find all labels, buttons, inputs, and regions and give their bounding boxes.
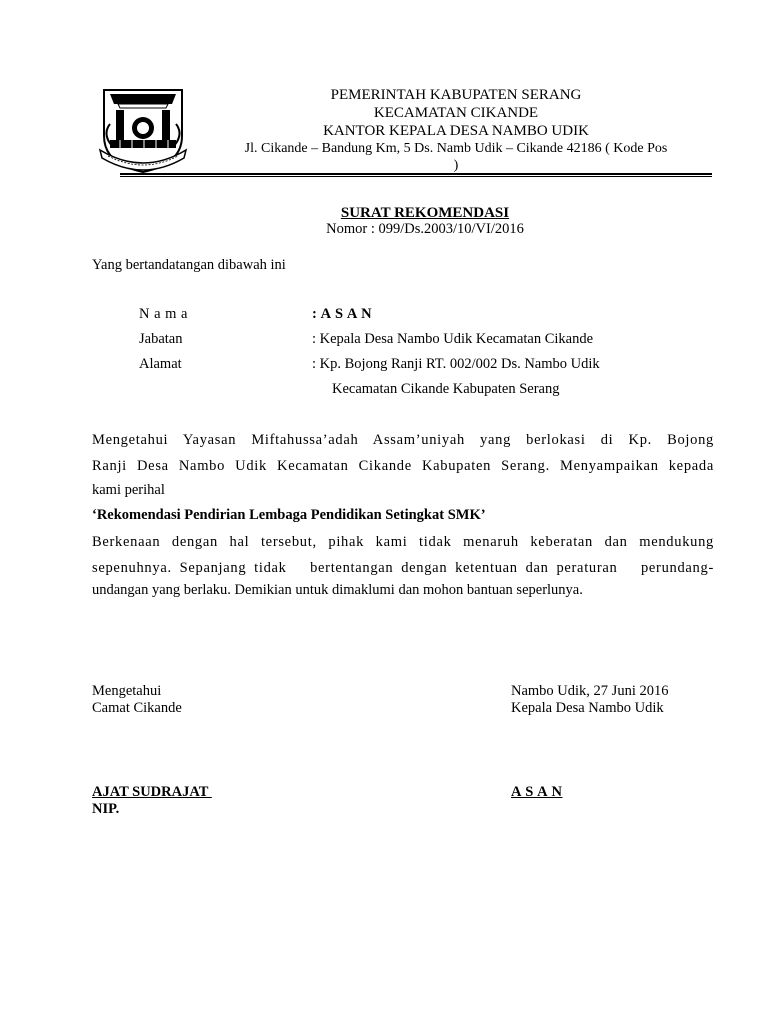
field-value-alamat: : Kp. Bojong Ranji RT. 002/002 Ds. Nambo Udik [312, 356, 600, 372]
letterhead-district: KECAMATAN CIKANDE [373, 105, 539, 121]
signature-left-name: AJAT SUDRAJAT [92, 784, 212, 800]
body-paragraph-1-line-1: Mengetahui Yayasan Miftahussa’adah Assam’uniyah yang berlokasi di Kp. Bojong [92, 432, 714, 448]
field-label-nama: N a m a [139, 306, 188, 322]
regency-crest-logo [96, 84, 190, 176]
body-paragraph-2-line-3: undangan yang berlaku. Demikian untuk dimaklumi dan mohon bantuan seperlunya. [92, 582, 583, 598]
field-label-alamat: Alamat [139, 356, 182, 372]
signature-right-position: Kepala Desa Nambo Udik [511, 700, 664, 716]
body-paragraph-2-line-2: sepenuhnya. Sepanjang tidak bertentangan dengan ketentuan dan peraturan perundang- [92, 560, 714, 576]
letterhead-divider [120, 173, 712, 175]
signature-right-place-date: Nambo Udik, 27 Juni 2016 [511, 683, 669, 699]
signature-right-name: A S A N [511, 784, 563, 800]
signature-left-nip: NIP. [92, 801, 120, 817]
body-paragraph-1-line-2: Ranji Desa Nambo Udik Kecamatan Cikande Kabupaten Serang. Menyampaikan kepada [92, 458, 714, 474]
field-value-nama: : A S A N [312, 306, 373, 322]
body-paragraph-1-line-3: kami perihal [92, 482, 165, 498]
letterhead-address-cont: ) [453, 158, 459, 173]
field-value-alamat-cont: Kecamatan Cikande Kabupaten Serang [332, 381, 560, 397]
letterhead-government: PEMERINTAH KABUPATEN SERANG [330, 87, 582, 103]
signature-left-heading: Mengetahui [92, 683, 162, 699]
opening-line: Yang bertandatangan dibawah ini [92, 257, 286, 273]
signature-left-position: Camat Cikande [92, 700, 182, 716]
letterhead-office: KANTOR KEPALA DESA NAMBO UDIK [323, 123, 589, 139]
field-value-jabatan: : Kepala Desa Nambo Udik Kecamatan Cikande [312, 331, 594, 347]
letter-number: Nomor : 099/Ds.2003/10/VI/2016 [326, 221, 524, 237]
letterhead-address: Jl. Cikande – Bandung Km, 5 Ds. Namb Udik – Cikande 42186 ( Kode Pos [244, 141, 668, 156]
body-paragraph-2-line-1: Berkenaan dengan hal tersebut, pihak kami tidak menaruh keberatan dan mendukung [92, 534, 714, 550]
field-label-jabatan: Jabatan [139, 331, 183, 347]
recommendation-subject: ‘Rekomendasi Pendirian Lembaga Pendidikan Setingkat SMK’ [92, 507, 486, 523]
letter-title: SURAT REKOMENDASI [340, 205, 510, 221]
letterhead-divider-thin [120, 176, 712, 177]
